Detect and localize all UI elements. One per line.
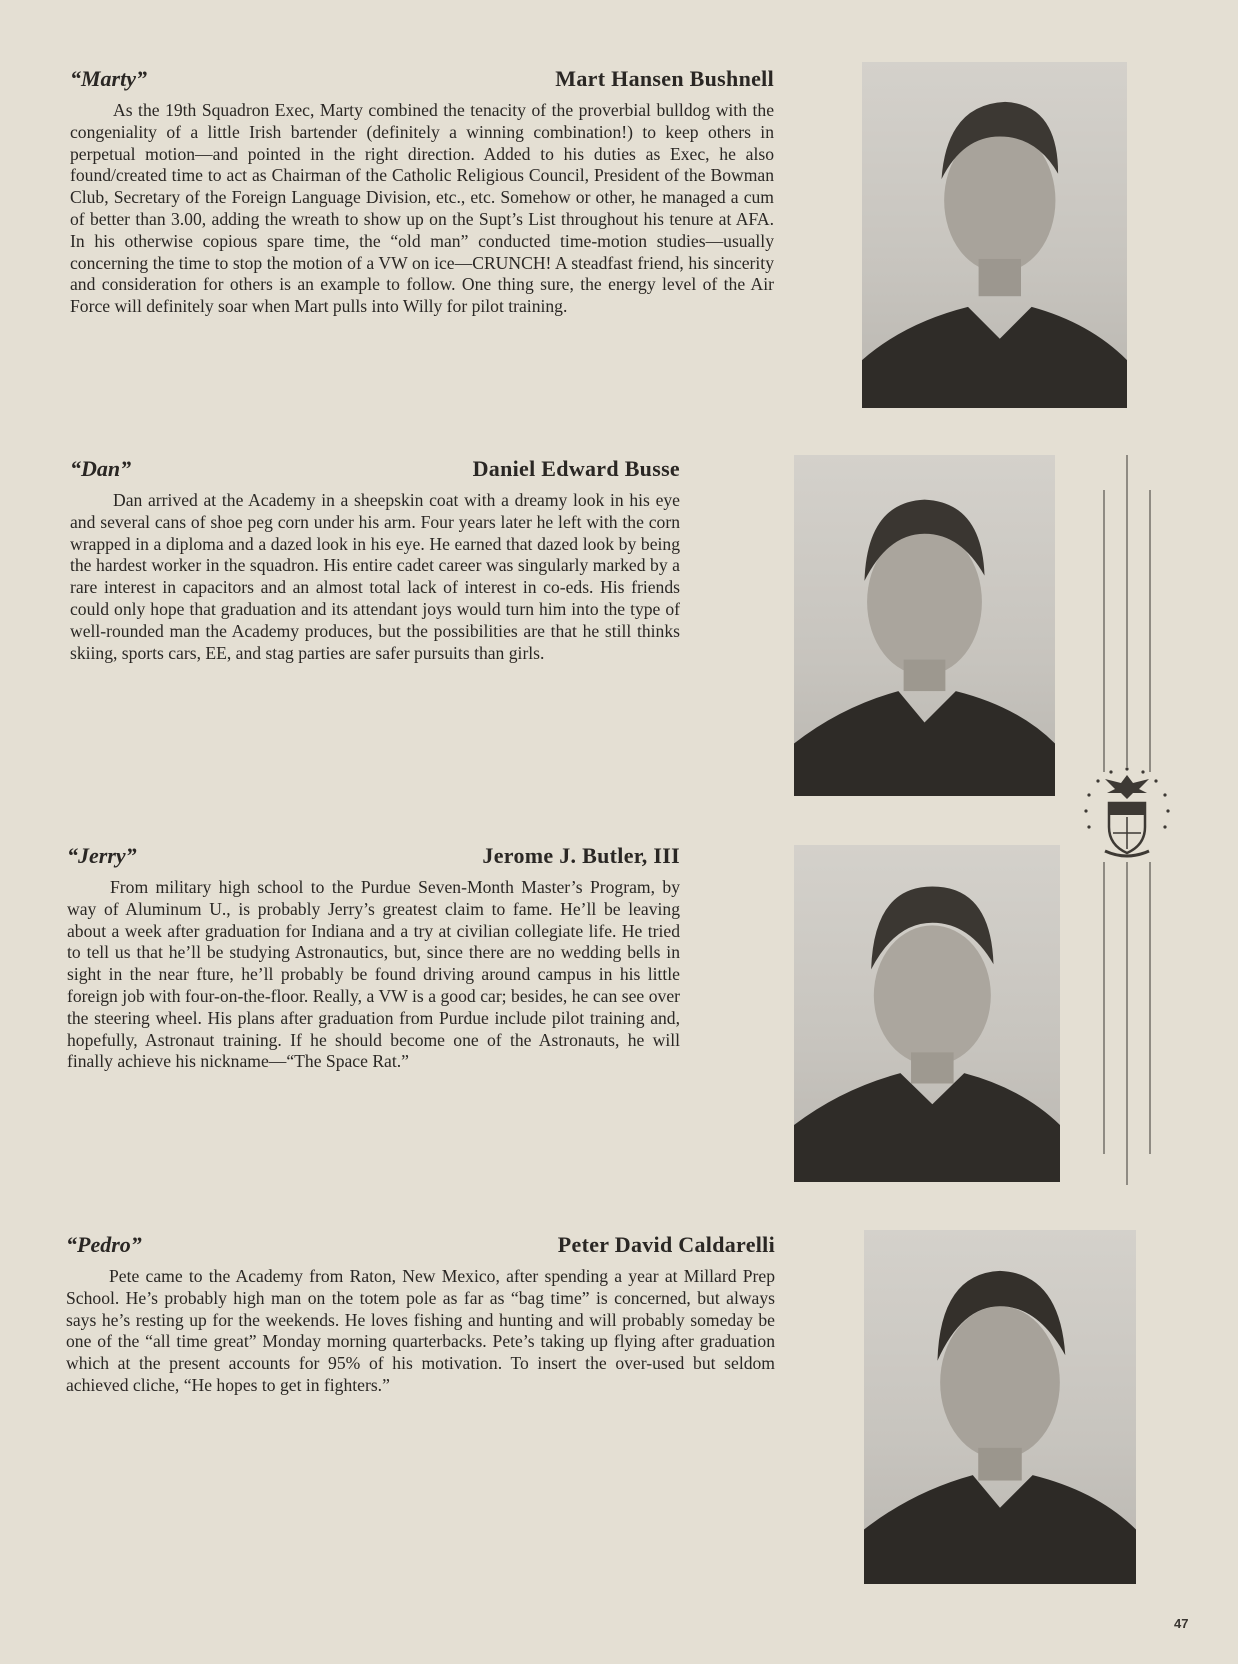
entry-header	[70, 456, 680, 490]
nickname: “Pedro”	[66, 1232, 142, 1257]
academy-crest-icon	[1077, 765, 1177, 865]
nickname: “Marty”	[70, 66, 147, 91]
portrait-photo-bushnell	[862, 62, 1127, 408]
biography: From military high school to the Purdue Seven-Month Master’s Program, by way of Aluminum U., is probably Jerry’s greatest claim to fame. He’ll be leaving about a week after graduation for Indiana and a try at civilian collegiate life. He tried to tell us that he’ll be studying Astronautics, but, since there are no wedding bells in sight in the near fture, he’ll probably be found driving around campus in his little foreign job with four-on-the-floor. Really, a VW is a good car; besides, he can see over the steering wheel. His plans after graduation from Purdue include pilot training and, hopefully, Astronaut training. If he should become one of the Astronauts, he will finally achieve his nickname—“The Space Rat.”	[67, 877, 680, 1072]
decorative-rule	[1103, 862, 1105, 1154]
page-number: 47	[1174, 1616, 1189, 1631]
decorative-rule	[1126, 455, 1128, 767]
full-name: Daniel Edward Busse	[472, 456, 680, 481]
biography: Pete came to the Academy from Raton, New Mexico, after spending a year at Millard Prep School. He’s probably high man on the totem pole as far as “bag time” is concerned, but always says he’s resting up for the weekends. He loves fishing and hunting and will probably someday be one of the “all time great” Monday morning quarterbacks. Pete’s taking up flying after graduation which at the present accounts for 95% of his motivation. To insert the over-used but seldom achieved cliche, “He hopes to get in fighters.”	[66, 1266, 775, 1395]
full-name: Jerome J. Butler, III	[482, 843, 680, 868]
full-name: Mart Hansen Bushnell	[555, 66, 774, 91]
portrait-photo-butler	[794, 845, 1060, 1182]
entry-bushnell	[70, 66, 774, 318]
decorative-rule	[1149, 862, 1151, 1154]
decorative-rule	[1149, 490, 1151, 772]
decorative-rule	[1126, 862, 1128, 1185]
portrait-photo-busse	[794, 455, 1055, 796]
entry-butler	[67, 843, 680, 1073]
biography: As the 19th Squadron Exec, Marty combined the tenacity of the proverbial bulldog with the congeniality of a little Irish bartender (definitely a winning combination!) to keep others in perpetual motion—and pointed in the right direction. Added to his duties as Exec, he also found/created time to act as Chairman of the Catholic Religious Council, President of the Bowman Club, Secretary of the Foreign Language Division, etc., etc. Somehow or other, he managed a cum of better than 3.00, adding the wreath to show up on the Supt’s List throughout his tenure at AFA. In his otherwise copious spare time, the “old man” conducted time-motion studies—usually concerning the time to stop the motion of a VW on ice—CRUNCH! A steadfast friend, his sincerity and consideration for others is an example to follow. One thing sure, the energy level of the Air Force will definitely soar when Mart pulls into Willy for pilot training.	[70, 100, 774, 317]
entry-busse	[70, 456, 680, 664]
nickname: “Jerry”	[67, 843, 137, 868]
entry-header	[67, 843, 680, 877]
decorative-rule	[1103, 490, 1105, 772]
nickname: “Dan”	[70, 456, 132, 481]
full-name: Peter David Caldarelli	[557, 1232, 775, 1257]
entry-caldarelli	[66, 1232, 775, 1397]
entry-header	[70, 66, 774, 100]
biography: Dan arrived at the Academy in a sheepskin coat with a dreamy look in his eye and several cans of shoe peg corn under his arm. Four years later he left with the corn wrapped in a diploma and a dazed look in his eye. He earned that dazed look by being the hardest worker in the squadron. His entire cadet career was singularly marked by a rare interest in capacitors and an almost total lack of interest in co-eds. His friends could only hope that graduation and its attendant joys would turn him into the type of well-rounded man the Academy produces, but the possibilities are that he still thinks skiing, sports cars, EE, and stag parties are safer pursuits than girls.	[70, 490, 680, 663]
portrait-photo-caldarelli	[864, 1230, 1136, 1584]
entry-header	[66, 1232, 775, 1266]
